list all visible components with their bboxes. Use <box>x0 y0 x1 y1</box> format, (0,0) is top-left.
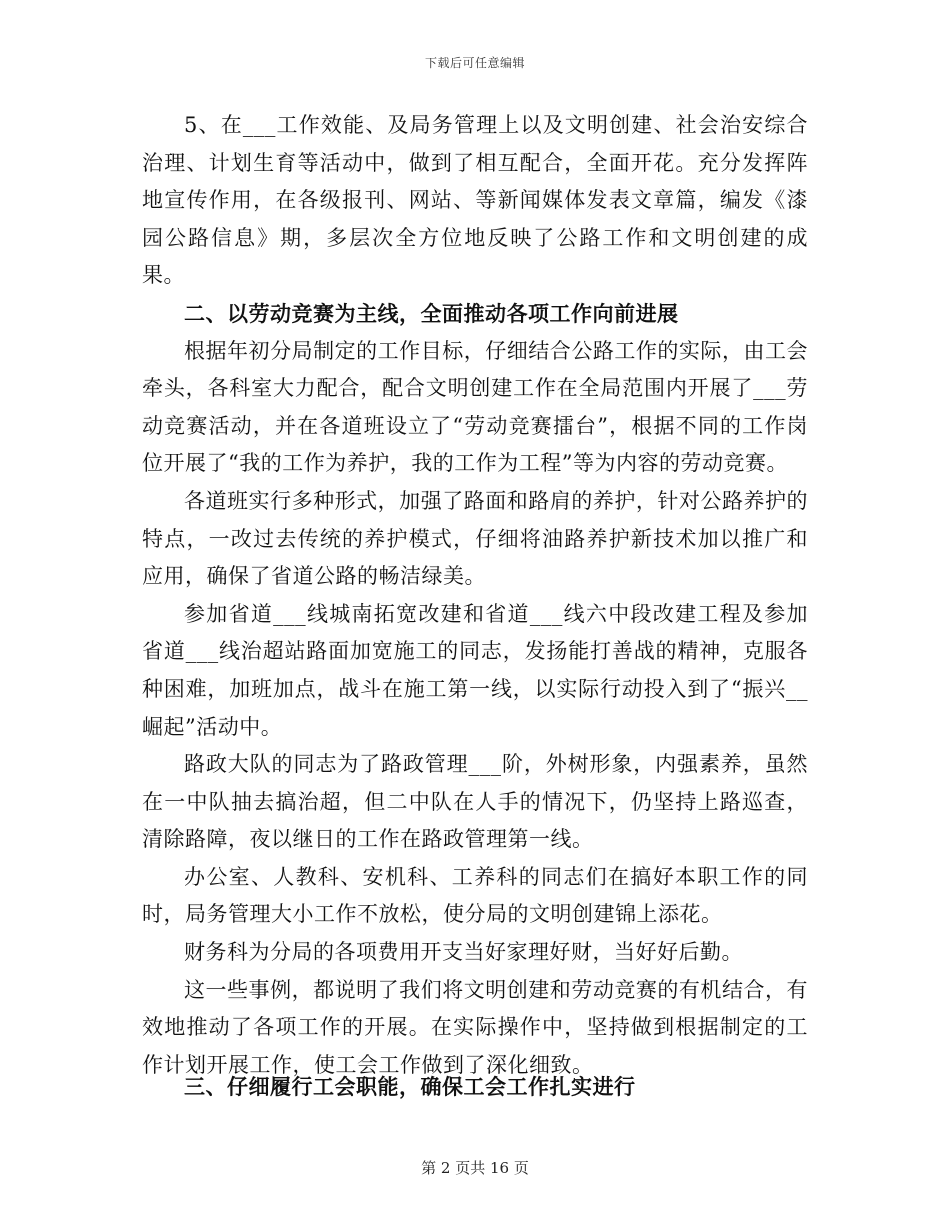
paragraph-5: 路政大队的同志为了路政管理___阶，外树形象，内强素养，虽然在一中队抽去搞治超，但二中队在人手的情况下，仍坚持上路巡查，清除路障，夜以继日的工作在路政管理第一线。 <box>142 752 808 852</box>
document-body <box>142 107 808 1084</box>
paragraph-2: 根据年初分局制定的工作目标，仔细结合公路工作的实际，由工会牵头，各科室大力配合，配合文明创建工作在全局范围内开展了___劳动竞赛活动，并在各道班设立了“劳动竞赛擂台”，根据不同的工作岗位开展了“我的工作为养护，我的工作为工程”等为内容的劳动竞赛。 <box>142 338 808 476</box>
paragraph-6: 办公室、人教科、安机科、工养科的同志们在搞好本职工作的同时，局务管理大小工作不放松，使分局的文明创建锦上添花。 <box>142 864 808 927</box>
paragraph-4: 参加省道___线城南拓宽改建和省道___线六中段改建工程及参加省道___线治超站路面加宽施工的同志，发扬能打善战的精神，克服各种困难，加班加点，战斗在施工第一线，以实际行动投入到了“振兴__崛起”活动中。 <box>142 601 808 739</box>
section-heading-3: 三、仔细履行工会职能，确保工会工作扎实进行 <box>184 1074 636 1099</box>
page-indicator: 第 2 页共 16 页 <box>421 1159 529 1177</box>
header-note: 下载后可任意编辑 <box>424 56 525 70</box>
paragraph-7: 财务科为分局的各项费用开支当好家理好财，当好好后勤。 <box>184 940 743 965</box>
paragraph-8: 这一些事例，都说明了我们将文明创建和劳动竞赛的有机结合，有效地推动了各项工作的开展。在实际操作中，坚持做到根据制定的工作计划开展工作，使工会工作做到了深化细致。 <box>142 977 808 1077</box>
section-heading-2: 二、以劳动竞赛为主线，全面推动各项工作向前进展 <box>184 300 679 326</box>
section-3-container <box>142 1068 808 1106</box>
paragraph-1: 5、在___工作效能、及局务管理上以及文明创建、社会治安综合治理、计划生育等活动中，做到了相互配合，全面开花。充分发挥阵地宣传作用，在各级报刊、网站、等新闻媒体发表文章篇，编发《漆园公路信息》期，多层次全方位地反映了公路工作和文明创建的成果。 <box>142 113 808 288</box>
paragraph-3: 各道班实行多种形式，加强了路面和路肩的养护，针对公路养护的特点，一改过去传统的养护模式，仔细将油路养护新技术加以推广和应用，确保了省道公路的畅洁绿美。 <box>142 488 808 589</box>
